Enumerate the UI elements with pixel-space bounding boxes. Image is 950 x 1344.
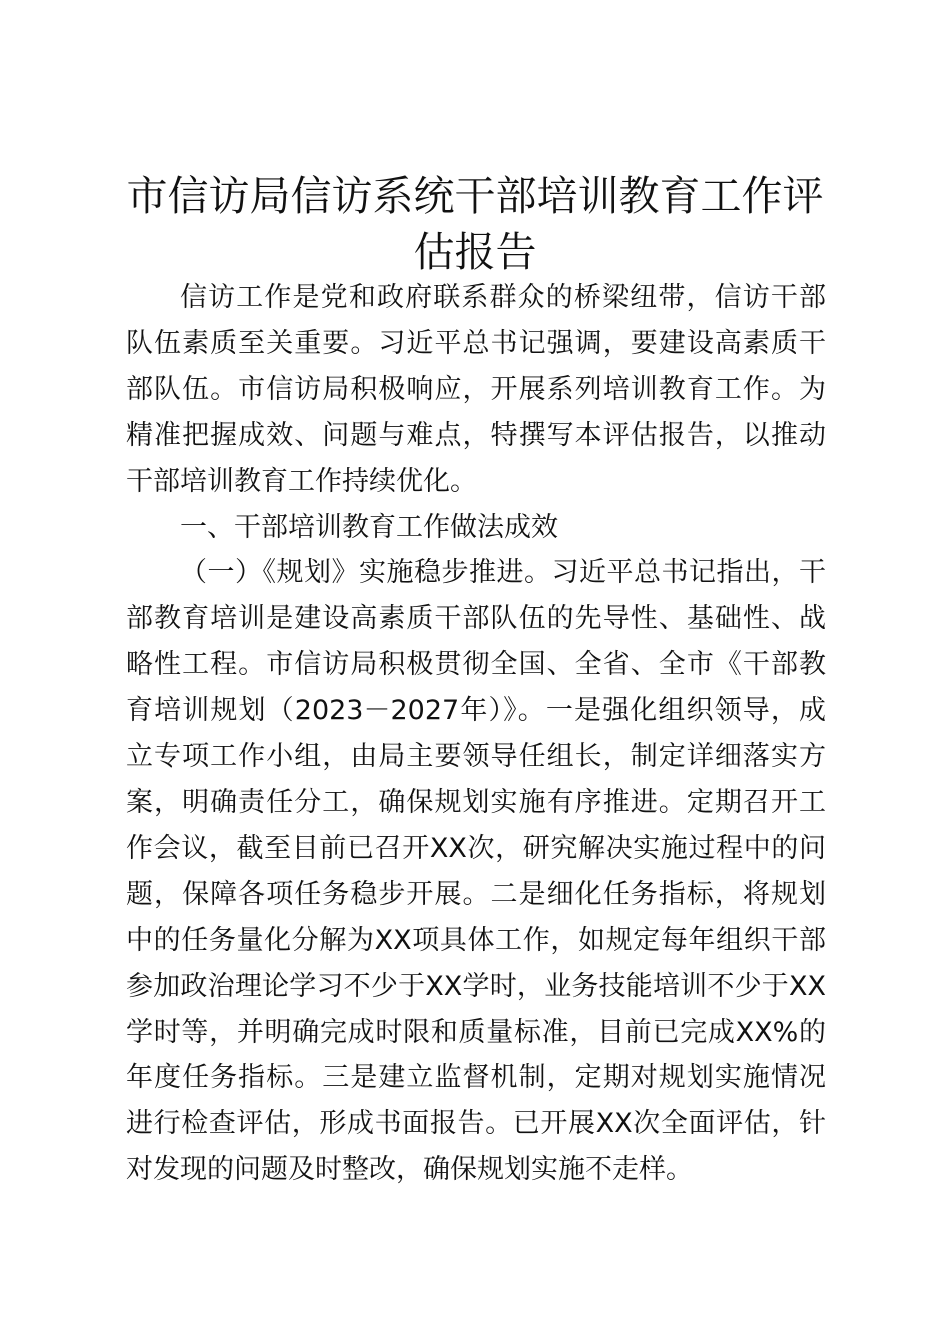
document-body [126,275,826,1193]
subsection-paragraph: （一）《规划》实施稳步推进。习近平总书记指出，干部教育培训是建设高素质干部队伍的先导性、基础性、战略性工程。市信访局积极贯彻全国、全省、全市《干部教育培训规划（2023－2027年）》。一是强化组织领导，成立专项工作小组，由局主要领导任组长，制定详细落实方案，明确责任分工，确保规划实施有序推进。定期召开工作会议，截至目前已召开XX次，研究解决实施过程中的问题，保障各项任务稳步开展。二是细化任务指标，将规划中的任务量化分解为XX项具体工作，如规定每年组织干部参加政治理论学习不少于XX学时，业务技能培训不少于XX学时等，并明确完成时限和质量标准，目前已完成XX%的年度任务指标。三是建立监督机制，定期对规划实施情况进行检查评估，形成书面报告。已开展XX次全面评估，针对发现的问题及时整改，确保规划实施不走样。 [126,557,826,1186]
section-heading: 一、干部培训教育工作做法成效 [180,511,558,543]
intro-paragraph: 信访工作是党和政府联系群众的桥梁纽带，信访干部队伍素质至关重要。习近平总书记强调，要建设高素质干部队伍。市信访局积极响应，开展系列培训教育工作。为精准把握成效、问题与难点，特撰写本评估报告，以推动干部培训教育工作持续优化。 [126,282,826,497]
document-title: 市信访局信访系统干部培训教育工作评估报告 [126,172,824,276]
